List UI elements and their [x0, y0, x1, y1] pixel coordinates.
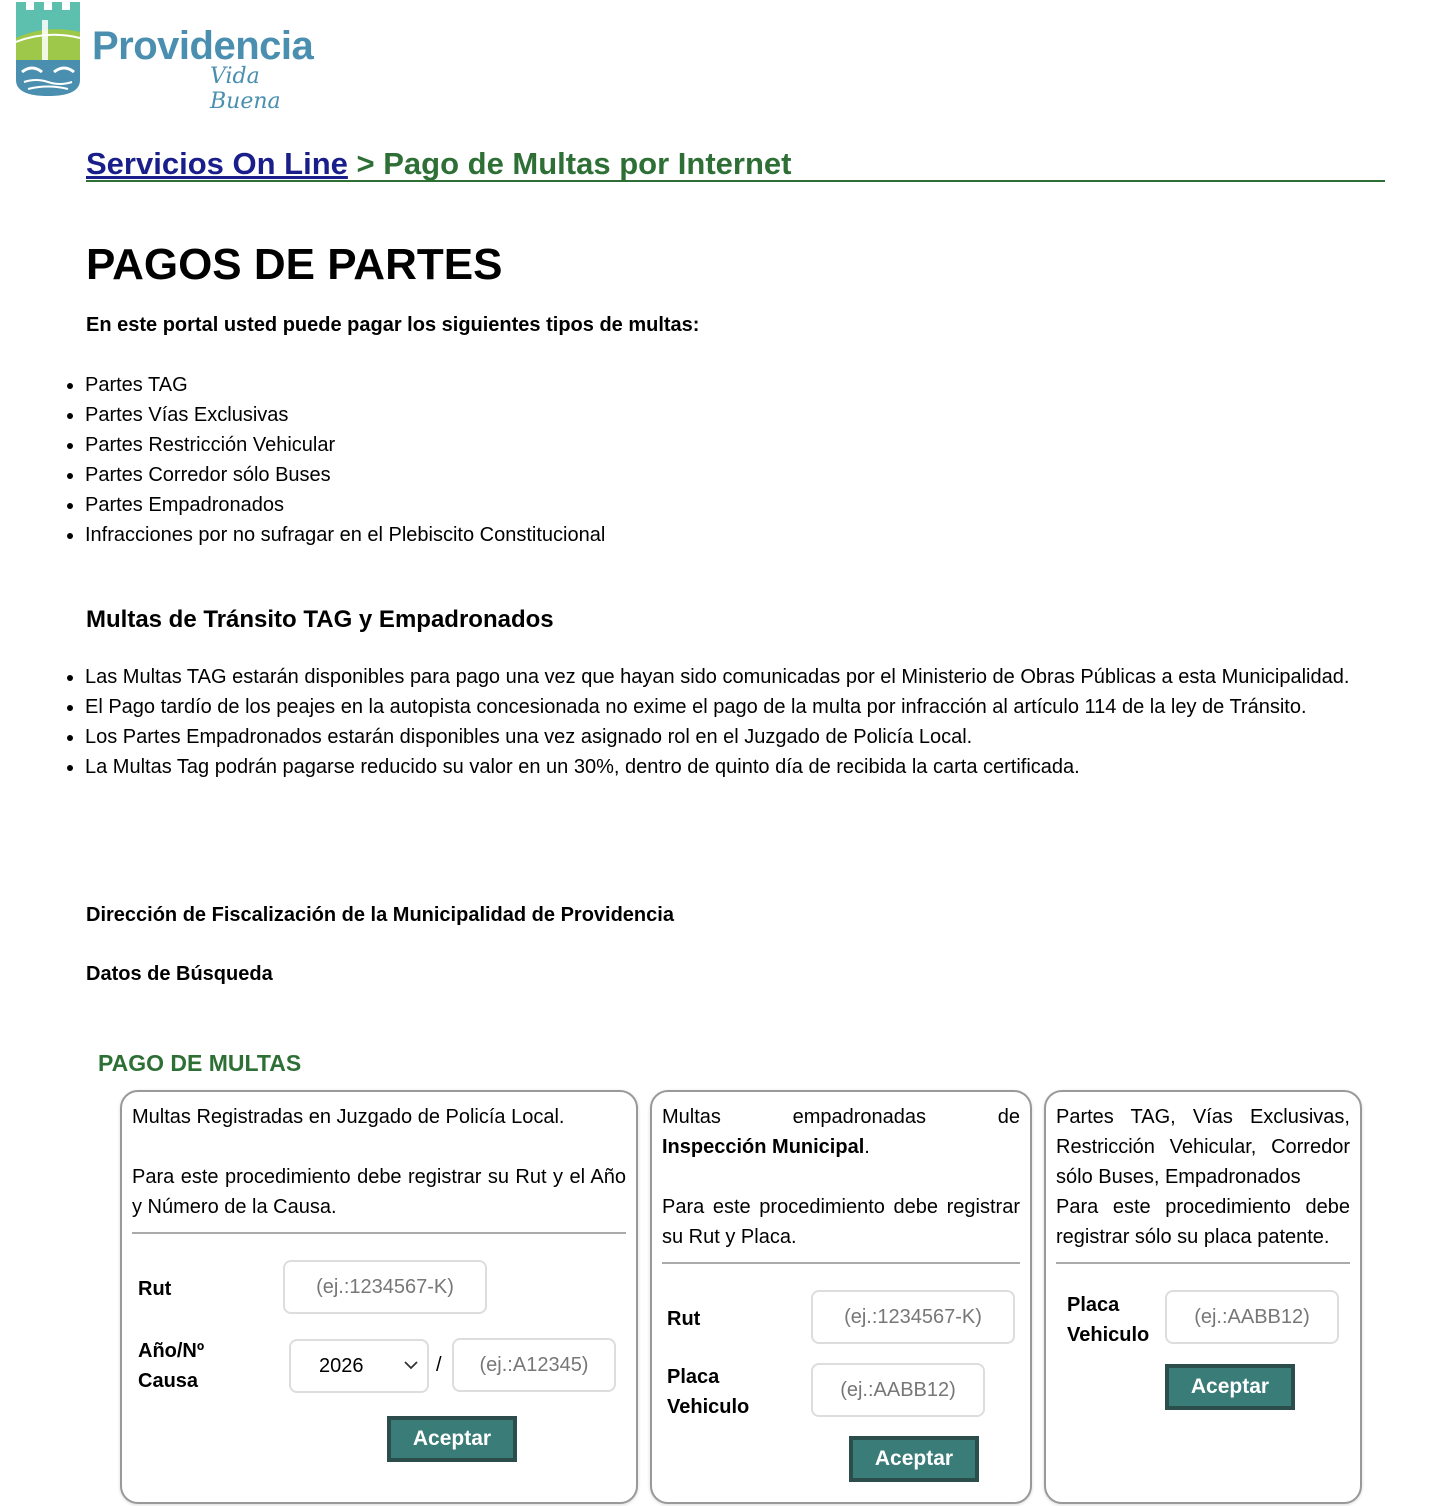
accept-button[interactable]: Aceptar	[849, 1436, 979, 1482]
list-item: • Los Partes Empadronados estarán disponibles una vez asignado rol en el Juzgado de Policía Local.	[85, 722, 1381, 752]
fine-types-list	[85, 370, 605, 550]
list-item: • Infracciones por no sufragar en el Plebiscito Constitucional	[85, 520, 605, 550]
list-item: • Las Multas TAG estarán disponibles para pago una vez que hayan sido comunicadas por el Ministerio de Obras Públicas a esta Municipalidad.	[85, 662, 1381, 692]
divider	[132, 1232, 626, 1234]
causa-number-input[interactable]	[452, 1338, 616, 1392]
list-item: • Partes Empadronados	[85, 490, 605, 520]
card-desc-line: Multas empadronadas de	[662, 1106, 1020, 1128]
card-desc-line: Partes TAG, Vías Exclusivas, Restricción Vehicular, Corredor sólo Buses, Empadronados	[1056, 1106, 1350, 1188]
card-juzgado	[120, 1090, 638, 1504]
card-description	[662, 1102, 1020, 1252]
year-select[interactable]	[289, 1339, 429, 1393]
accept-button[interactable]: Aceptar	[387, 1416, 517, 1462]
intro-text: En este portal usted puede pagar los siguientes tipos de multas:	[86, 314, 700, 336]
list-item: • Partes Vías Exclusivas	[85, 400, 605, 430]
municipal-shield-icon	[16, 2, 80, 96]
card-partes-tag	[1044, 1090, 1362, 1504]
rut-input[interactable]	[283, 1260, 487, 1314]
pago-multas-heading: PAGO DE MULTAS	[98, 1050, 302, 1076]
breadcrumb-servicios-link[interactable]: Servicios On Line	[86, 146, 348, 181]
list-item: • El Pago tardío de los peajes en la autopista concesionada no exime el pago de la multa por infracción al artículo 114 de la ley de Tránsito.	[85, 692, 1381, 722]
logo-tagline: Vida Buena	[210, 64, 281, 114]
direccion-text: Dirección de Fiscalización de la Municipalidad de Providencia	[86, 904, 674, 926]
card-desc-bold: Inspección Municipal	[662, 1136, 865, 1158]
page-title: PAGOS DE PARTES	[86, 240, 503, 289]
list-item: • La Multas Tag podrán pagarse reducido su valor en un 30%, dentro de quinto día de recibida la carta certificada.	[85, 752, 1381, 782]
placa-label: Placa Vehiculo	[667, 1366, 750, 1418]
providencia-logo[interactable]	[16, 2, 336, 114]
breadcrumb-separator: >	[356, 146, 375, 181]
section-title: Multas de Tránsito TAG y Empadronados	[86, 606, 554, 633]
card-desc-suffix: .	[864, 1136, 870, 1158]
logo-brand-text: Providencia	[92, 24, 314, 68]
card-desc-line	[662, 1132, 1020, 1162]
causa-label: Año/Nº Causa	[138, 1340, 205, 1392]
list-item: • Partes Restricción Vehicular	[85, 430, 605, 460]
card-description	[1056, 1102, 1350, 1252]
list-item: • Partes TAG	[85, 370, 605, 400]
card-desc-line: Multas Registradas en Juzgado de Policía Local.	[132, 1106, 565, 1128]
card-inspeccion	[650, 1090, 1032, 1504]
divider	[662, 1262, 1020, 1264]
list-item: • Partes Corredor sólo Buses	[85, 460, 605, 490]
chevron-down-icon	[403, 1359, 419, 1371]
rut-label: Rut	[138, 1278, 172, 1300]
placa-input[interactable]	[811, 1363, 985, 1417]
card-description	[132, 1102, 626, 1222]
divider	[1056, 1262, 1350, 1264]
rut-label: Rut	[667, 1308, 701, 1330]
datos-busqueda-heading: Datos de Búsqueda	[86, 963, 273, 985]
year-value: 2026	[319, 1354, 364, 1377]
placa-input[interactable]	[1165, 1290, 1339, 1344]
rut-input[interactable]	[811, 1290, 1015, 1344]
separator-slash: /	[436, 1354, 442, 1376]
breadcrumb-current: Pago de Multas por Internet	[383, 146, 792, 181]
breadcrumb	[86, 146, 1385, 182]
accept-button[interactable]: Aceptar	[1165, 1364, 1295, 1410]
card-desc-line: Para este procedimiento debe registrar su Rut y el Año y Número de la Causa.	[132, 1166, 626, 1218]
notes-list	[85, 662, 1381, 782]
placa-label: Placa Vehiculo	[1067, 1294, 1150, 1346]
card-desc-line: Para este procedimiento debe registrar sólo su placa patente.	[1056, 1196, 1350, 1248]
card-desc-line: Para este procedimiento debe registrar su Rut y Placa.	[662, 1196, 1020, 1248]
